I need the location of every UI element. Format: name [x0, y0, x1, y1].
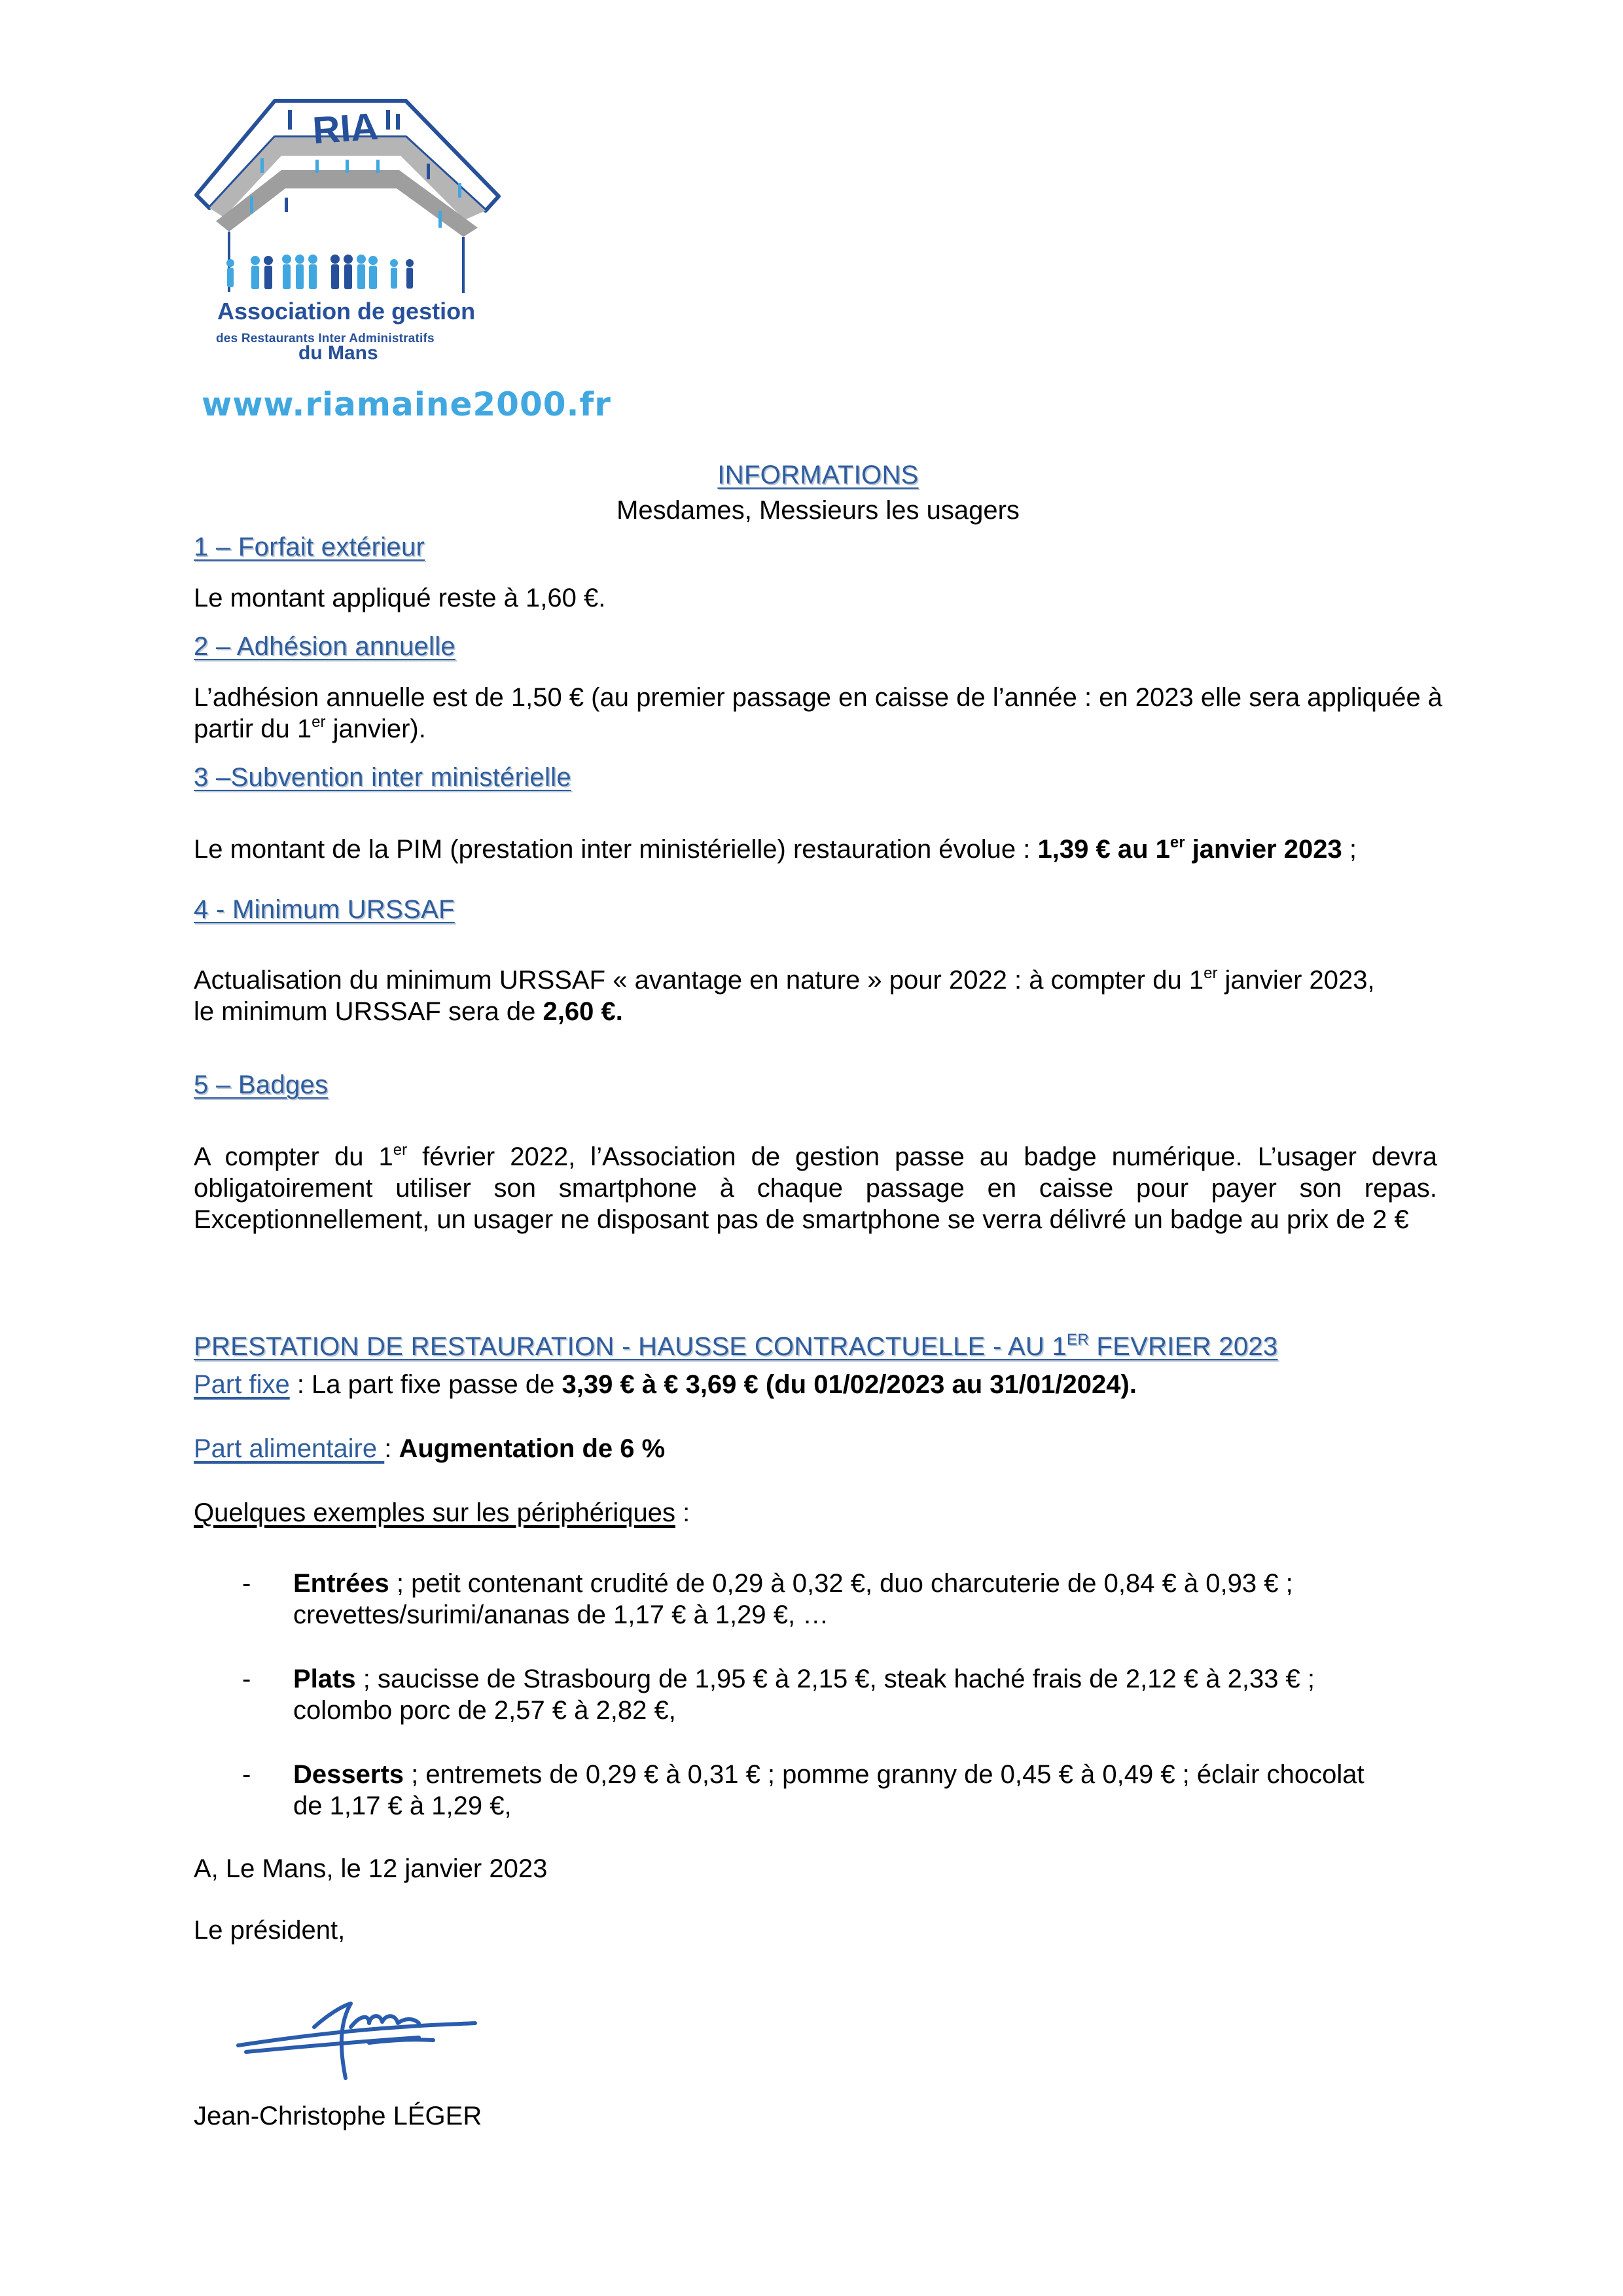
section-2-sup: er: [312, 713, 326, 731]
list-item-line2: de 1,17 € à 1,29 €,: [293, 1792, 512, 1820]
salutation: Mesdames, Messieurs les usagers: [616, 496, 1020, 525]
prestation-heading-sup: ER: [1067, 1331, 1089, 1349]
part-fixe-line: [194, 1369, 1437, 1400]
list-item-title: Desserts: [293, 1760, 404, 1789]
section-2-text-b: janvier).: [325, 715, 426, 743]
section-3-bold-a: 1,39 € au 1: [1037, 835, 1170, 864]
logo-ria-text: RIA: [311, 105, 380, 152]
list-item-line2: colombo porc de 2,57 € à 2,82 €,: [293, 1696, 676, 1725]
section-2-text: [194, 682, 1509, 745]
logo: [190, 92, 530, 432]
list-item-text: [293, 1759, 1445, 1822]
prestation-heading-b: FEVRIER 2023: [1088, 1332, 1278, 1361]
section-5-text: [194, 1141, 1437, 1235]
section-4-text: [194, 964, 1437, 1027]
part-alimentaire-label: Part alimentaire: [194, 1434, 385, 1463]
section-1-text: Le montant appliqué reste à 1,60 €.: [194, 584, 606, 612]
logo-line2: des Restaurants Inter Administratifs: [216, 332, 435, 345]
list-item-line1: ; entremets de 0,29 € à 0,31 € ; pomme granny de 0,45 € à 0,49 € ; éclair chocolat: [404, 1760, 1364, 1789]
part-alimentaire-text: :: [384, 1434, 399, 1463]
section-5-heading: 5 – Badges: [194, 1070, 329, 1099]
section-4-heading: 4 - Minimum URSSAF: [194, 895, 455, 924]
list-bullet: -: [242, 1569, 251, 1598]
list-item-line2: crevettes/surimi/ananas de 1,17 € à 1,29 €, …: [293, 1600, 829, 1629]
place-date: A, Le Mans, le 12 janvier 2023: [194, 1854, 548, 1883]
section-4-text-b: janvier 2023,: [1217, 966, 1375, 995]
section-3-sup: er: [1169, 834, 1185, 851]
section-4-sup: er: [1204, 964, 1218, 982]
section-3-text: [194, 834, 1509, 865]
section-5-text-b: février 2022, l’Association de gestion passe au badge numérique. L’usager devra obligatoirement utiliser son smartphone à chaque passage en caisse pour payer son repas. Exceptionnellement, un usager ne disposant pas de smartphone se verra délivré un badge au prix de 2 €: [194, 1142, 1437, 1234]
logo-line1: Association de gestion: [217, 298, 476, 325]
list-item-text: [293, 1568, 1445, 1631]
section-2-text-a: L’adhésion annuelle est de 1,50 € (au premier passage en caisse de l’année : en 2023 elle sera appliquée à partir du 1: [194, 683, 1443, 743]
section-4-text-a: Actualisation du minimum URSSAF « avantage en nature » pour 2022 : à compter du 1: [194, 966, 1204, 995]
logo-building-graphic: [190, 92, 510, 301]
signatory-name: Jean-Christophe LÉGER: [194, 2102, 482, 2130]
list-bullet: -: [242, 1665, 251, 1693]
section-3-bold-b: janvier 2023: [1185, 835, 1342, 864]
list-item-line1: ; saucisse de Strasbourg de 1,95 € à 2,15 €, steak haché frais de 2,12 € à 2,33 € ;: [355, 1665, 1315, 1693]
part-alimentaire-line: [194, 1433, 1437, 1464]
part-fixe-label: Part fixe: [194, 1370, 290, 1399]
section-3-heading: 3 –Subvention inter ministérielle: [194, 763, 571, 792]
logo-line3: du Mans: [298, 342, 378, 364]
list-item-line1: ; petit contenant crudité de 0,29 à 0,32 €, duo charcuterie de 0,84 € à 0,93 € ;: [389, 1569, 1293, 1598]
section-5-text-a: A compter du 1: [194, 1142, 393, 1171]
section-4-text-c: le minimum URSSAF sera de: [194, 997, 543, 1026]
page-title: INFORMATIONS: [717, 461, 919, 489]
list-item-title: Entrées: [293, 1569, 389, 1598]
list-item-text: [293, 1663, 1445, 1726]
section-2-heading: 2 – Adhésion annuelle: [194, 632, 455, 661]
section-3-text-a: Le montant de la PIM (prestation inter ministérielle) restauration évolue :: [194, 835, 1038, 864]
prestation-heading: [194, 1331, 1277, 1362]
signature-graphic: [229, 1989, 504, 2087]
examples-line: [194, 1497, 1437, 1528]
part-fixe-bold: 3,39 € à € 3,69 € (du 01/02/2023 au 31/01/2024).: [562, 1370, 1137, 1399]
signatory-role: Le président,: [194, 1916, 346, 1945]
part-fixe-text: : La part fixe passe de: [289, 1370, 562, 1399]
section-5-sup: er: [393, 1141, 408, 1159]
list-bullet: -: [242, 1760, 251, 1789]
section-3-text-b: ;: [1342, 835, 1357, 864]
prestation-heading-a: PRESTATION DE RESTAURATION - HAUSSE CONTRACTUELLE - AU 1: [194, 1332, 1067, 1361]
section-1-heading: 1 – Forfait extérieur: [194, 533, 425, 561]
section-4-bold: 2,60 €.: [543, 997, 623, 1026]
logo-url: www.riamaine2000.fr: [202, 385, 611, 423]
part-alimentaire-bold: Augmentation de 6 %: [399, 1434, 666, 1463]
list-item-title: Plats: [293, 1665, 356, 1693]
examples-label: Quelques exemples sur les périphériques: [194, 1498, 675, 1527]
examples-colon: :: [675, 1498, 690, 1527]
